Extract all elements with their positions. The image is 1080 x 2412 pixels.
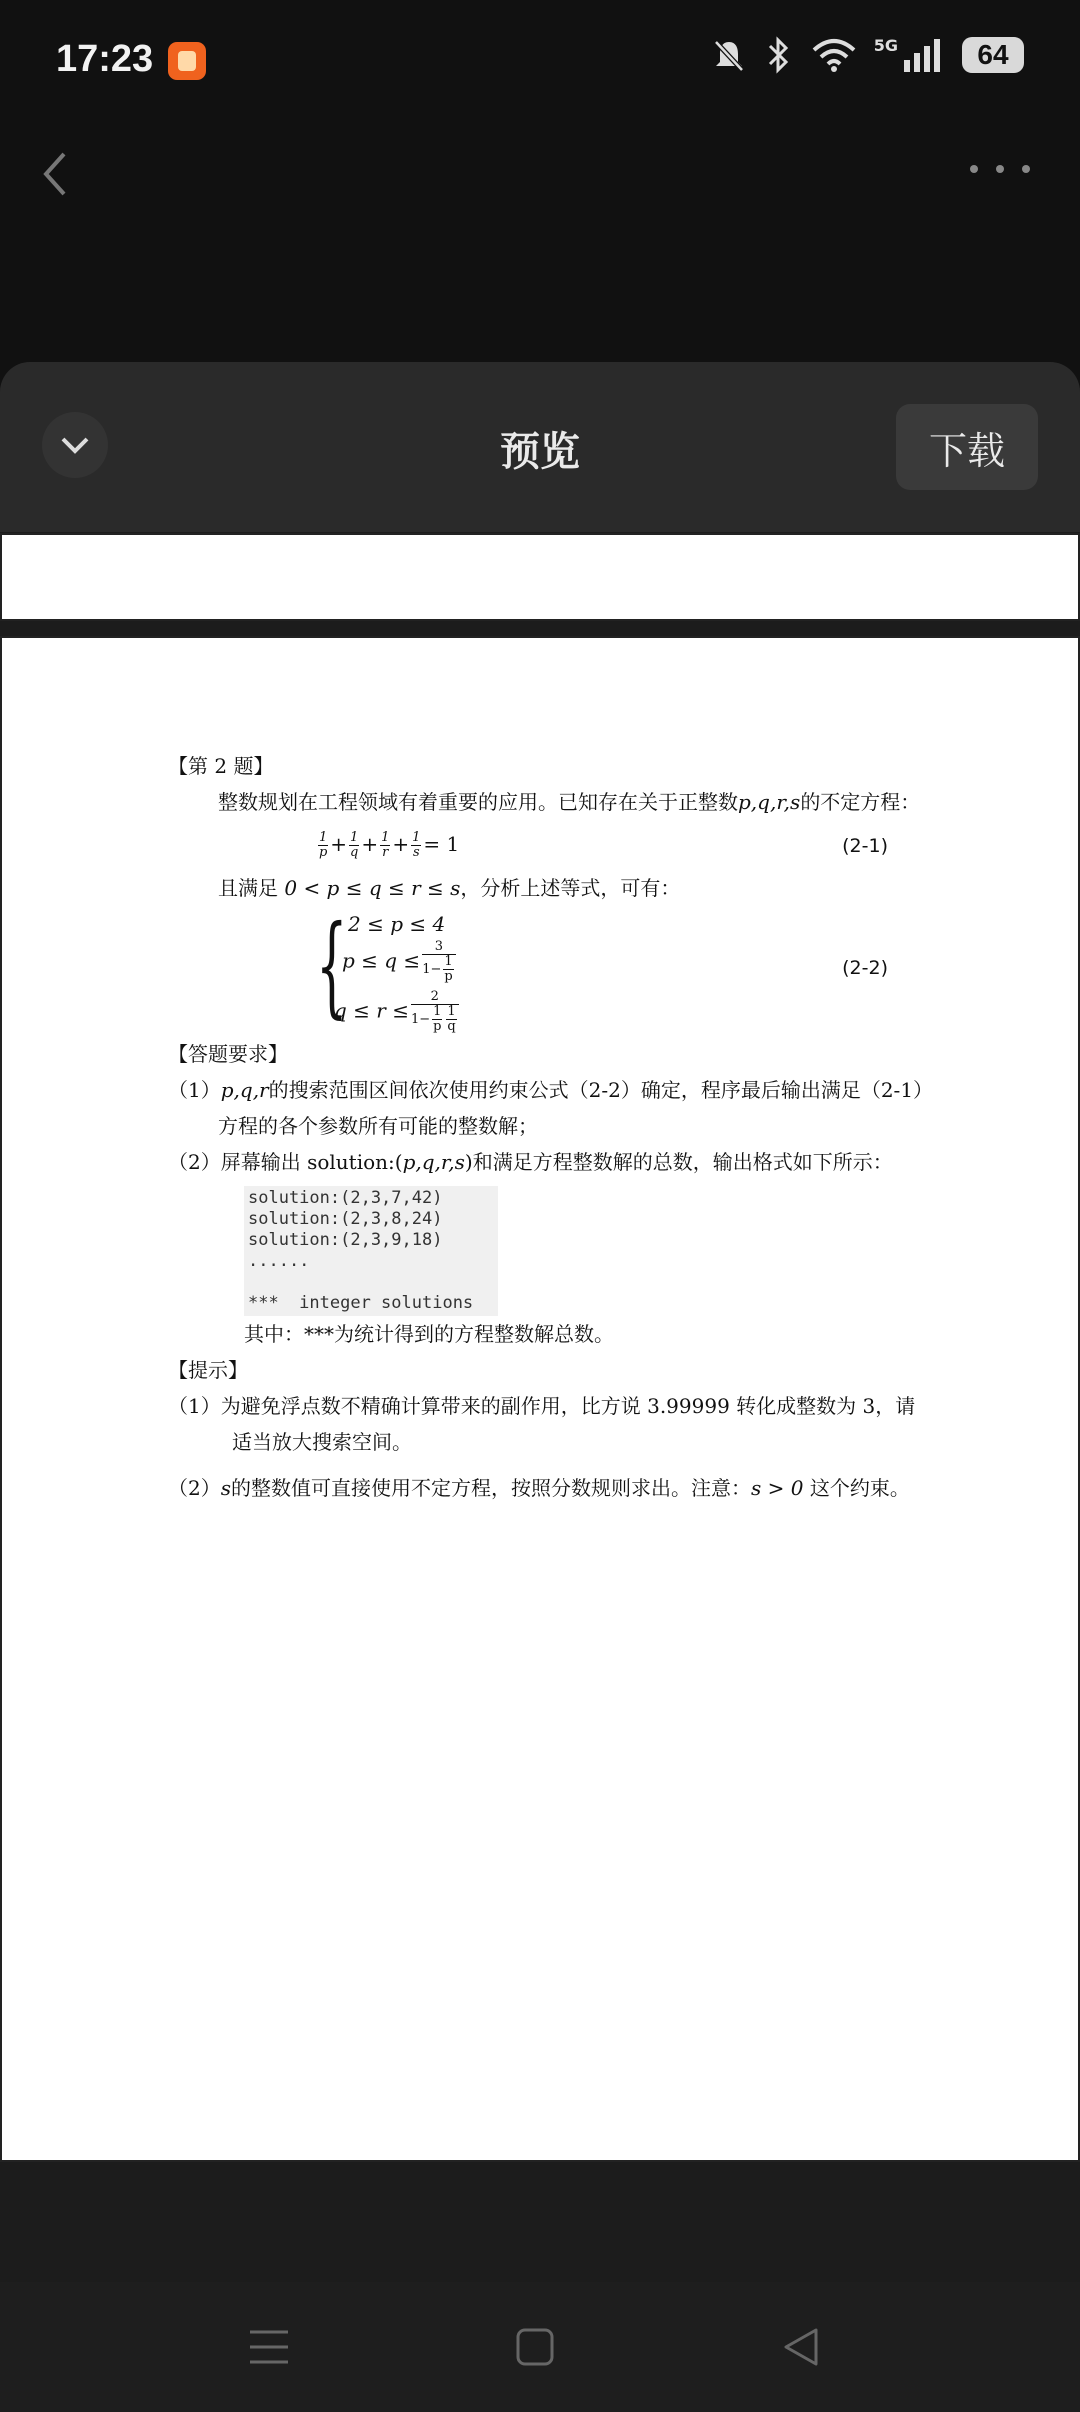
requirement-1: （1）p,q,r的搜索范围区间依次使用约束公式（2-2）确定，程序最后输出满足（2-1）方程的各个参数所有可能的整数解；: [168, 1078, 924, 1138]
constraint-line-2: p ≤ q ≤ 3 1− $\frac{1}{p}$: [342, 940, 458, 984]
requirements-title: 【答题要求】: [168, 1042, 288, 1066]
status-time: 17:23: [56, 38, 154, 80]
requirement-2: （2）屏幕输出 solution:(p,q,r,s)和满足方程整数解的总数，输出格式如下所示：: [168, 1150, 893, 1174]
dot-icon: [970, 165, 978, 173]
equation-number: (2-1): [842, 835, 888, 857]
network-type-label: 5G: [873, 36, 898, 55]
system-nav-bar: [0, 2282, 1080, 2412]
battery-indicator: 64: [962, 37, 1024, 73]
bluetooth-icon: [764, 36, 794, 74]
equation-number: (2-2): [842, 957, 888, 979]
section-title: 【第 2 题】: [168, 754, 274, 778]
condition-paragraph: 且满足 0 < p ≤ q ≤ r ≤ s，分析上述等式，可有：: [218, 876, 681, 900]
tip-1: （1）为避免浮点数不精确计算带来的副作用，比方说 3.99999 转化成整数为 3，请适当放大搜索空间。: [168, 1394, 916, 1454]
more-options-button[interactable]: [970, 154, 1030, 184]
mute-icon: [710, 36, 748, 74]
intro-paragraph: 整数规划在工程领域有着重要的应用。已知存在关于正整数p,q,r,s的不定方程：: [218, 790, 921, 814]
equation-2-1: $\frac{1}{p}$ + $\frac{1}{q}$ + $\frac{1}{r}$ + $\frac{1}{s}$ = 1 (2-1): [168, 820, 928, 870]
back-button[interactable]: [34, 150, 78, 198]
menu-icon[interactable]: [244, 2322, 294, 2372]
equation-2-2: { 2 ≤ p ≤ 4 p ≤ q ≤ 3 1− $\frac{1}{p}$ q ≤ r ≤ 2 1− $\frac{1}{p}$ $\frac{1}{q}$ (2-2): [316, 901, 888, 1034]
signal-icon: [902, 36, 946, 74]
tip-2: （2）s的整数值可直接使用不定方程，按照分数规则求出。注意：s > 0 这个约束。: [168, 1476, 910, 1500]
sheet-title: 预览: [500, 429, 580, 475]
wifi-icon: [810, 36, 858, 74]
previous-page: [0, 533, 1080, 621]
status-icons: [710, 36, 1024, 74]
back-nav-icon[interactable]: [776, 2322, 826, 2372]
dot-icon: [996, 165, 1004, 173]
tips-title: 【提示】: [168, 1358, 248, 1382]
code-note: 其中：***为统计得到的方程整数解总数。: [244, 1322, 614, 1346]
constraint-line-1: 2 ≤ p ≤ 4: [348, 912, 446, 936]
document-content: [168, 748, 928, 1508]
dot-icon: [1022, 165, 1030, 173]
home-icon[interactable]: [510, 2322, 560, 2372]
chevron-left-icon: [34, 150, 78, 198]
top-nav: [0, 130, 1080, 210]
constraint-line-3: q ≤ r ≤ 2 1− $\frac{1}{p}$ $\frac{1}{q}$: [334, 990, 461, 1034]
download-button[interactable]: 下载: [896, 404, 1038, 490]
sample-output-code: solution:(2,3,7,42) solution:(2,3,8,24) solution:(2,3,9,18) ...... *** integer solutions: [244, 1186, 498, 1316]
status-bar: [0, 0, 1080, 120]
document-page[interactable]: [0, 636, 1080, 2162]
sheet-header: [0, 362, 1080, 532]
app-notification-icon: [168, 42, 206, 80]
